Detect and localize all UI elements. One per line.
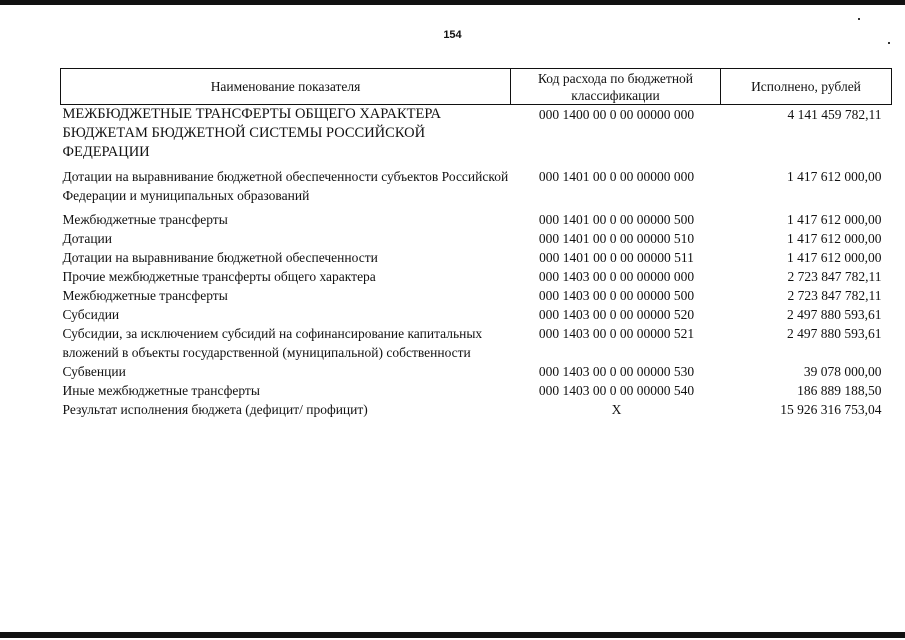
row-code: 000 1401 00 0 00 00000 000	[538, 169, 695, 184]
row-name: Дотации на выравнивание бюджетной обеспеченности	[62, 250, 378, 265]
table-row	[61, 205, 892, 229]
header-name: Наименование показателя	[61, 69, 511, 105]
header-executed: Исполнено, рублей	[721, 69, 892, 105]
row-code: X	[611, 402, 622, 417]
row-code: 000 1401 00 0 00 00000 510	[538, 231, 695, 246]
header-code: Код расхода по бюджетной классификации	[511, 69, 721, 105]
row-executed: 2 723 847 782,11	[787, 269, 882, 284]
row-name: Иные межбюджетные трансферты	[62, 383, 260, 398]
table-row	[61, 305, 892, 324]
row-executed: 2 497 880 593,61	[787, 326, 882, 341]
table-header-row	[61, 69, 892, 105]
table-row	[61, 162, 892, 205]
row-code: 000 1403 00 0 00 00000 000	[538, 269, 695, 284]
scan-speck	[888, 42, 890, 44]
bottom-scan-border	[0, 632, 905, 638]
table-row	[61, 400, 892, 419]
row-executed: 2 723 847 782,11	[787, 288, 882, 303]
row-executed: 1 417 612 000,00	[787, 231, 882, 246]
row-code: 000 1401 00 0 00 00000 500	[538, 212, 695, 227]
row-code: 000 1401 00 0 00 00000 511	[539, 250, 694, 265]
row-name: Субсидии, за исключением субсидий на софинансирование капитальных вложений в объекты государственной (муниципальной) собственности	[62, 326, 483, 360]
row-code: 000 1403 00 0 00 00000 500	[538, 288, 695, 303]
row-executed: 15 926 316 753,04	[780, 402, 882, 417]
table-row	[61, 229, 892, 248]
row-name: Результат исполнения бюджета (дефицит/ профицит)	[62, 402, 368, 417]
row-code: 000 1403 00 0 00 00000 520	[538, 307, 695, 322]
top-scan-border	[0, 0, 905, 5]
scan-speck	[858, 18, 860, 20]
row-code: 000 1403 00 0 00 00000 521	[538, 326, 695, 341]
table-row	[61, 248, 892, 267]
row-executed: 186 889 188,50	[797, 383, 882, 398]
row-code: 000 1403 00 0 00 00000 540	[538, 383, 695, 398]
row-code: 000 1403 00 0 00 00000 530	[538, 364, 695, 379]
table-row	[61, 362, 892, 381]
row-executed: 2 497 880 593,61	[787, 307, 882, 322]
row-executed: 1 417 612 000,00	[787, 250, 882, 265]
budget-report-table	[60, 68, 892, 419]
row-code: 000 1400 00 0 00 00000 000	[538, 107, 695, 122]
row-name: Прочие межбюджетные трансферты общего характера	[62, 269, 376, 284]
row-executed: 39 078 000,00	[803, 364, 882, 379]
row-executed: 1 417 612 000,00	[787, 169, 882, 184]
row-name: Межбюджетные трансферты	[62, 288, 228, 303]
row-executed: 1 417 612 000,00	[787, 212, 882, 227]
row-name: Субвенции	[62, 364, 126, 379]
table-row	[61, 105, 892, 163]
page-number: 154	[443, 29, 462, 41]
table-row	[61, 267, 892, 286]
row-name: Дотации на выравнивание бюджетной обеспеченности субъектов Российской Федерации и муниципальных образований	[62, 169, 509, 203]
row-name: Субсидии	[62, 307, 120, 322]
table-row	[61, 286, 892, 305]
row-executed: 4 141 459 782,11	[787, 107, 882, 122]
table-row	[61, 324, 892, 362]
row-name: МЕЖБЮДЖЕТНЫЕ ТРАНСФЕРТЫ ОБЩЕГО ХАРАКТЕРА БЮДЖЕТАМ БЮДЖЕТНОЙ СИСТЕМЫ РОССИЙСКОЙ ФЕДЕРАЦИИ	[62, 106, 442, 160]
table-row	[61, 381, 892, 400]
row-name: Межбюджетные трансферты	[62, 212, 228, 227]
row-name: Дотации	[62, 231, 113, 246]
